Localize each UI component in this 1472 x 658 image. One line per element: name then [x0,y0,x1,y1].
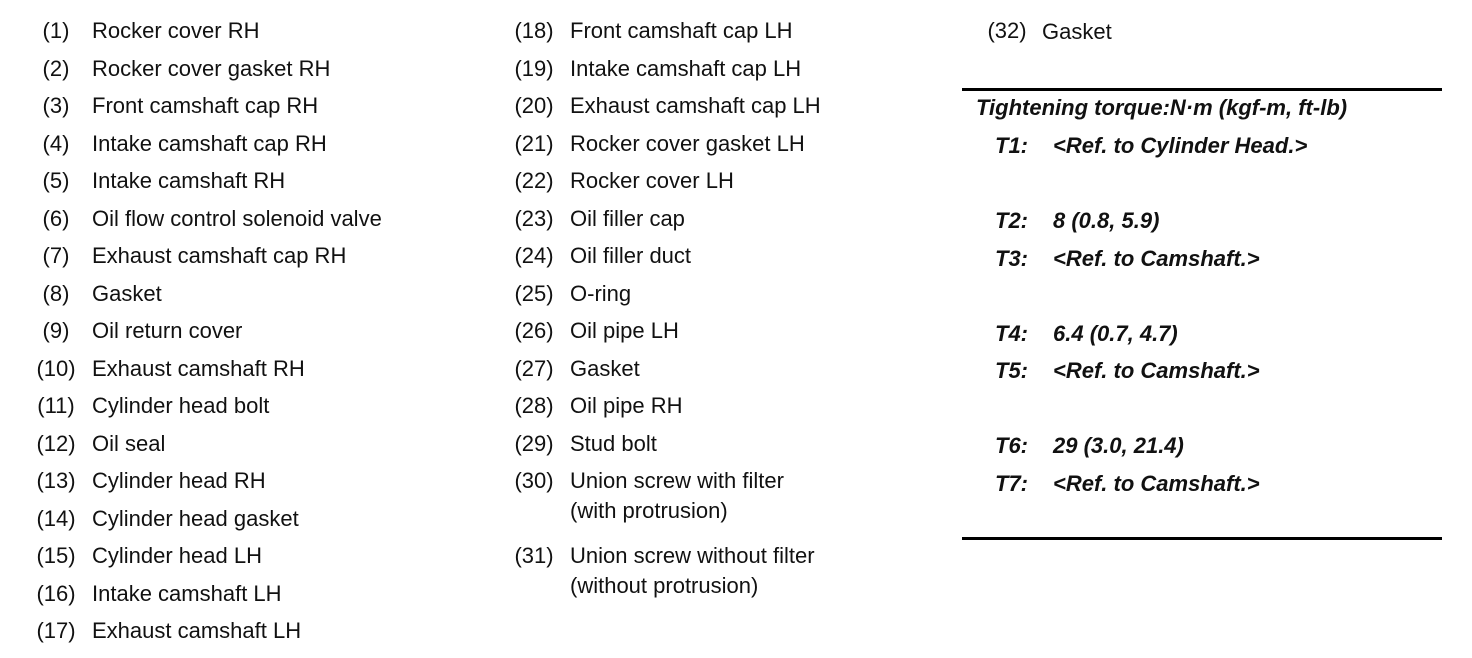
legend-item [20,242,460,280]
legend-item-label: Gasket [570,355,640,381]
torque-value: 8 (0.8, 5.9) [1053,208,1160,233]
legend-item-number: (25) [514,280,554,306]
parts-legend-column-2 [498,17,928,617]
legend-item [498,55,928,93]
legend-item [20,355,460,393]
legend-item [20,17,460,55]
legend-item [20,430,460,468]
legend-item-label: Oil pipe LH [570,318,679,343]
legend-item-label: Rocker cover gasket LH [570,130,805,156]
legend-item-label: Exhaust camshaft RH [92,355,305,381]
legend-item-number: (4) [42,130,70,156]
legend-item-label: Exhaust camshaft cap LH [570,93,821,118]
legend-item [498,280,928,318]
legend-item-label: Oil filler cap [570,205,685,231]
legend-item-number: (17) [36,618,76,643]
legend-item-label: Union screw with filter (with protrusion) [570,468,784,523]
legend-item [972,17,1112,47]
torque-row [995,207,1159,235]
torque-key: T3: [995,246,1028,271]
legend-item-label: Intake camshaft cap RH [92,130,327,156]
legend-item-number: (21) [514,130,554,156]
legend-item-number: (28) [514,393,554,418]
legend-item-label: Union screw without filter (without protrusion) [570,543,815,598]
legend-item-label: Oil filler duct [570,243,692,268]
torque-value: <Ref. to Camshaft.> [1053,471,1260,496]
torque-row [995,245,1260,273]
legend-item [20,280,460,318]
legend-item [20,542,460,580]
torque-key: T2: [995,208,1028,233]
legend-item [20,167,460,205]
legend-item-label: Cylinder head gasket [92,505,299,531]
legend-item-number: (26) [514,318,554,343]
legend-item-number: (31) [514,543,554,568]
legend-item [498,542,928,617]
legend-item-number: (3) [42,93,70,118]
legend-item-label: Rocker cover LH [570,168,734,193]
legend-item-label: Oil seal [92,430,166,456]
legend-item-number: (24) [514,243,554,268]
legend-item [20,467,460,505]
legend-item-label: Intake camshaft RH [92,168,286,193]
legend-item-label: Front camshaft cap RH [92,93,319,118]
torque-row [995,357,1260,385]
legend-item-number: (30) [514,468,554,493]
legend-item-number: (29) [514,430,554,456]
legend-item [20,317,460,355]
legend-item-number: (8) [42,280,70,306]
legend-item-label: Gasket [1042,19,1112,44]
legend-item-number: (6) [42,205,70,231]
legend-item-label: Intake camshaft LH [92,580,282,606]
legend-item-number: (15) [36,543,76,568]
legend-item [498,355,928,393]
legend-item-number: (10) [36,355,76,381]
legend-item-label: Oil flow control solenoid valve [92,205,382,231]
legend-item-label: Exhaust camshaft LH [92,618,302,643]
legend-item-label: Exhaust camshaft cap RH [92,243,347,268]
legend-item [20,617,460,655]
legend-item [498,92,928,130]
torque-key: T5: [995,358,1028,383]
legend-item [20,505,460,543]
torque-row [995,470,1260,498]
legend-item [498,205,928,243]
legend-item-number: (13) [36,468,76,493]
legend-item [20,130,460,168]
legend-item-number: (12) [36,430,76,456]
legend-item-label: Cylinder head RH [92,468,266,493]
legend-item-number: (22) [514,168,554,193]
legend-item [20,580,460,618]
torque-row [995,132,1307,160]
table-top-rule [962,88,1442,91]
legend-item [20,205,460,243]
legend-item [498,467,928,542]
legend-item-number: (14) [36,505,76,531]
torque-value: <Ref. to Camshaft.> [1053,358,1260,383]
legend-item-number: (18) [514,18,554,43]
legend-item-number: (19) [514,55,554,81]
legend-item-label: Intake camshaft cap LH [570,55,802,81]
legend-item [498,130,928,168]
legend-item [498,392,928,430]
torque-value: <Ref. to Cylinder Head.> [1053,133,1308,158]
legend-item-number: (1) [42,18,70,43]
legend-item-number: (27) [514,355,554,381]
torque-key: T6: [995,433,1028,458]
legend-item-number: (9) [42,318,70,343]
torque-key: T7: [995,471,1028,496]
legend-item-label: Rocker cover gasket RH [92,55,331,81]
legend-item [498,430,928,468]
legend-item [498,167,928,205]
legend-item-number: (20) [514,93,554,118]
legend-item [20,55,460,93]
legend-item [20,392,460,430]
legend-item-number: (11) [37,393,75,418]
legend-item [498,317,928,355]
legend-item-label: Cylinder head bolt [92,393,270,418]
legend-item-label: Stud bolt [570,430,657,456]
legend-item-label: O-ring [570,280,632,306]
legend-item-number: (5) [42,168,70,193]
torque-row [995,432,1184,460]
parts-legend-column-1 [20,17,460,655]
legend-item [498,242,928,280]
torque-key: T1: [995,133,1028,158]
torque-row [995,320,1178,348]
legend-item [20,92,460,130]
legend-item-number: (23) [514,205,554,231]
torque-key: T4: [995,321,1028,346]
legend-item-label: Front camshaft cap LH [570,18,793,43]
legend-item-label: Oil return cover [92,318,243,343]
legend-item-label: Oil pipe RH [570,393,683,418]
torque-value: 29 (3.0, 21.4) [1053,433,1184,458]
legend-item-number: (32) [987,18,1027,43]
legend-item-label: Rocker cover RH [92,18,260,43]
torque-value: 6.4 (0.7, 4.7) [1053,321,1178,346]
table-bottom-rule [962,537,1442,540]
torque-table-title: Tightening torque:N·m (kgf-m, ft-lb) [976,95,1348,120]
legend-item-number: (7) [42,243,70,268]
torque-value: <Ref. to Camshaft.> [1053,246,1260,271]
legend-item-number: (2) [42,55,70,81]
legend-item [498,17,928,55]
legend-item-number: (16) [36,580,76,606]
legend-item-label: Gasket [92,280,162,306]
legend-item-label: Cylinder head LH [92,543,262,568]
